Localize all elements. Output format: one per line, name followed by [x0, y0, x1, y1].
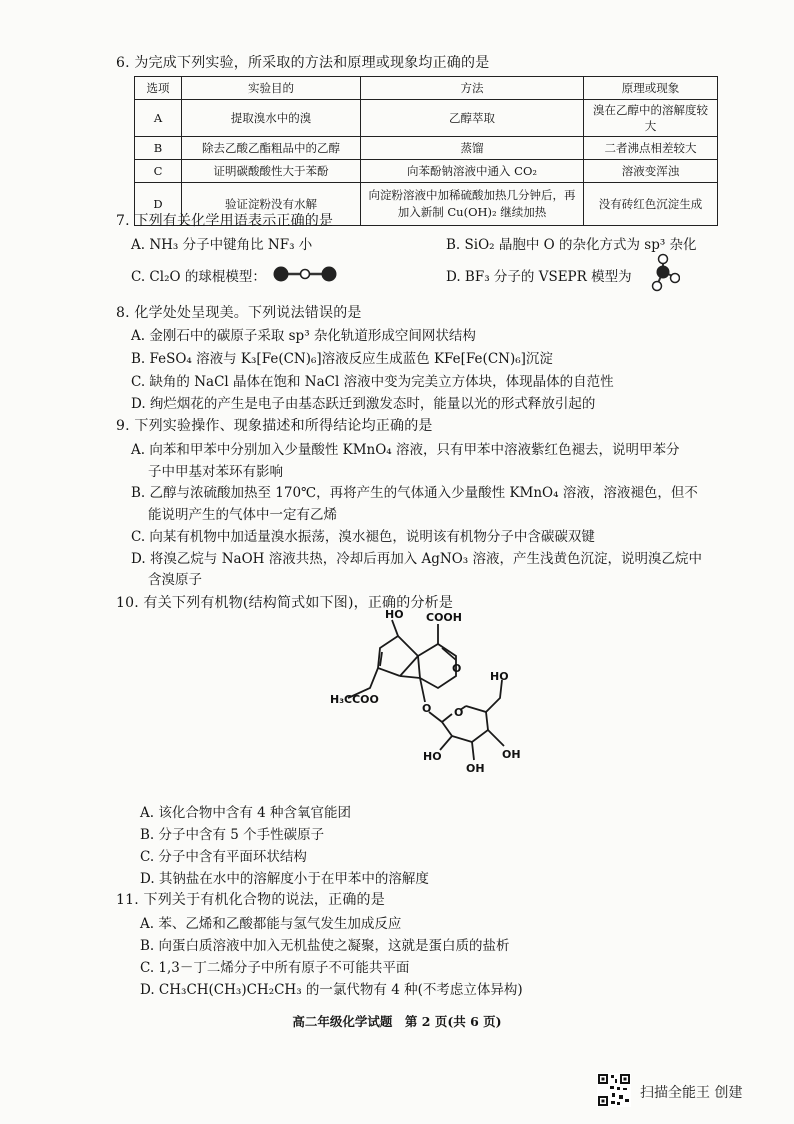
- label-ester: H₃CCOO: [330, 693, 379, 706]
- cell: 乙醇萃取: [361, 100, 584, 137]
- q9-stem: 9. 下列实验操作、现象描述和所得结论均正确的是: [116, 418, 433, 434]
- q8-option-d: D. 绚烂烟花的产生是电子由基态跃迁到激发态时，能量以光的形式释放引起的: [131, 396, 596, 412]
- bf3-vsepr-model: [650, 252, 680, 292]
- header-purpose: 实验目的: [182, 77, 361, 100]
- q10-option-d: D. 其钠盐在水中的溶解度小于在甲苯中的溶解度: [140, 871, 429, 887]
- q7-stem: 7. 下列有关化学用语表示正确的是: [116, 213, 334, 229]
- table-row: [135, 100, 718, 137]
- q10-option-a: A. 该化合物中含有 4 种含氧官能团: [140, 805, 352, 821]
- cell: 提取溴水中的溴: [182, 100, 361, 137]
- label-ring-oxygen: O: [452, 662, 462, 675]
- header-method: 方法: [361, 77, 584, 100]
- q10-option-b: B. 分子中含有 5 个手性碳原子: [140, 827, 325, 843]
- cell: 没有砖红色沉淀生成: [584, 183, 718, 226]
- page-footer: 高二年级化学试题 第 2 页(共 6 页): [292, 1014, 502, 1029]
- q9-option-d-line1: D. 将溴乙烷与 NaOH 溶液共热，冷却后再加入 AgNO₃ 溶液，产生浅黄色沉淀，说明溴乙烷中: [131, 551, 702, 567]
- q11-stem: 11. 下列关于有机化合物的说法，正确的是: [116, 892, 385, 908]
- header-option: 选项: [135, 77, 182, 100]
- cell: 溶液变浑浊: [584, 160, 718, 183]
- label-ho-ch2: HO: [490, 670, 509, 683]
- q9-option-a-line2: 子中甲基对苯环有影响: [148, 464, 283, 480]
- q7-option-b: B. SiO₂ 晶胞中 O 的杂化方式为 sp³ 杂化: [446, 237, 697, 253]
- cell: D: [135, 183, 182, 226]
- q9-option-c: C. 向某有机物中加适量溴水振荡，溴水褪色，说明该有机物分子中含碳碳双键: [131, 529, 595, 545]
- cell: 除去乙酸乙酯粗品中的乙醇: [182, 137, 361, 160]
- cell: C: [135, 160, 182, 183]
- q9-option-b-line2: 能说明产生的气体中一定有乙烯: [148, 507, 337, 523]
- q11-option-b: B. 向蛋白质溶液中加入无机盐使之凝聚，这就是蛋白质的盐析: [140, 938, 510, 954]
- label-oh-bottom: OH: [466, 762, 485, 775]
- label-ho-top: HO: [385, 608, 404, 621]
- cell: 向淀粉溶液中加稀硫酸加热几分钟后，再加入新制 Cu(OH)₂ 继续加热: [361, 183, 584, 226]
- header-principle: 原理或现象: [584, 77, 718, 100]
- q7-option-c: C. Cl₂O 的球棍模型：: [131, 269, 266, 285]
- q11-option-c: C. 1,3－丁二烯分子中所有原子不可能共平面: [140, 960, 410, 976]
- q9-option-a-line1: A. 向苯和甲苯中分别加入少量酸性 KMnO₄ 溶液，只有甲苯中溶液紫红色褪去，说明甲苯分: [131, 442, 680, 458]
- q9-option-d-line2: 含溴原子: [148, 572, 202, 588]
- q8-stem: 8. 化学处处呈现美。下列说法错误的是: [116, 305, 362, 321]
- qr-code-icon: [597, 1073, 631, 1107]
- label-sugar-oxygen: O: [454, 706, 464, 719]
- cell: 向苯酚钠溶液中通入 CO₂: [361, 160, 584, 183]
- q7-option-d: D. BF₃ 分子的 VSEPR 模型为: [446, 269, 632, 285]
- q10-option-c: C. 分子中含有平面环状结构: [140, 849, 307, 865]
- label-ho-left: HO: [423, 750, 442, 763]
- q8-option-a: A. 金刚石中的碳原子采取 sp³ 杂化轨道形成空间网状结构: [131, 328, 476, 344]
- cell: 验证淀粉没有水解: [182, 183, 361, 226]
- q6-table: [134, 76, 718, 226]
- cell: 溴在乙醇中的溶解度较大: [584, 100, 718, 137]
- q8-option-c: C. 缺角的 NaCl 晶体在饱和 NaCl 溶液中变为完美立方体块，体现晶体的自范性: [131, 374, 614, 390]
- cell: B: [135, 137, 182, 160]
- q7-option-a: A. NH₃ 分子中键角比 NF₃ 小: [131, 237, 313, 253]
- scanner-watermark: 扫描全能王 创建: [640, 1085, 743, 1101]
- q9-option-b-line1: B. 乙醇与浓硫酸加热至 170℃，再将产生的气体通入少量酸性 KMnO₄ 溶液，溶液褪色，但不: [131, 485, 698, 501]
- cell: 二者沸点相差较大: [584, 137, 718, 160]
- q10-stem: 10. 有关下列有机物(结构简式如下图)，正确的分析是: [116, 595, 454, 611]
- cell: 蒸馏: [361, 137, 584, 160]
- label-cooh: COOH: [426, 611, 462, 624]
- label-link-oxygen: O: [422, 702, 432, 715]
- q11-option-d: D. CH₃CH(CH₃)CH₂CH₃ 的一氯代物有 4 种(不考虑立体异构): [140, 982, 523, 998]
- q11-option-a: A. 苯、乙烯和乙酸都能与氢气发生加成反应: [140, 916, 402, 932]
- table-row: [135, 160, 718, 183]
- cl2o-ball-stick-model: [272, 264, 338, 284]
- q6-stem: 6. 为完成下列实验，所采取的方法和原理或现象均正确的是: [116, 55, 490, 71]
- cell: 证明碳酸酸性大于苯酚: [182, 160, 361, 183]
- table-row: [135, 137, 718, 160]
- q8-option-b: B. FeSO₄ 溶液与 K₃[Fe(CN)₆]溶液反应生成蓝色 KFe[Fe(CN)₆]沉淀: [131, 351, 553, 367]
- structure-formula-diagram: [330, 608, 550, 808]
- label-oh-right: OH: [502, 748, 521, 761]
- cell: A: [135, 100, 182, 137]
- table-header-row: [135, 77, 718, 100]
